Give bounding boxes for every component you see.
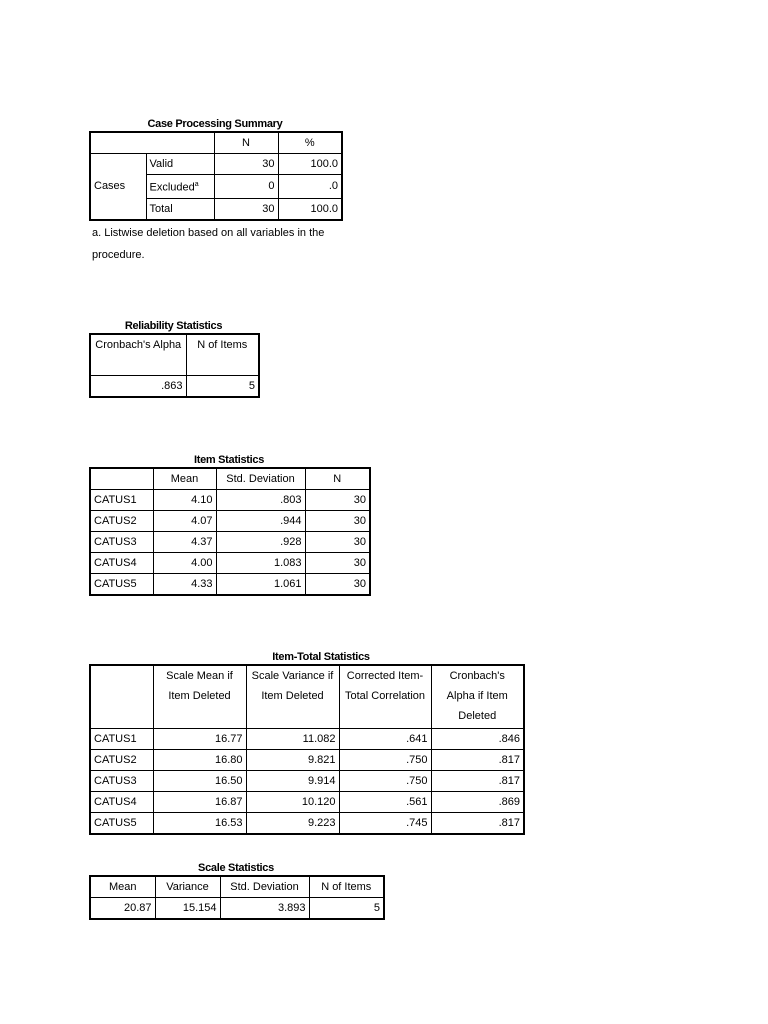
reliability-table (89, 333, 260, 398)
case-processing-footnote: a. Listwise deletion based on all variables in the procedure. (92, 226, 325, 261)
header-corrected-item-total: Corrected Item-Total Correlation (339, 665, 431, 729)
group-label-cases: Cases (90, 175, 146, 199)
table-row: CATUS2 16.80 9.821 .750 .817 (90, 750, 524, 771)
scale-statistics-title: Scale Statistics (198, 862, 274, 874)
item-total-table (89, 664, 525, 835)
table-row: CATUS4 4.00 1.083 30 (90, 553, 370, 574)
header-std-deviation: Std. Deviation (220, 876, 309, 898)
cell-total-n: 30 (214, 198, 278, 220)
cell-excluded-n: 0 (214, 175, 278, 199)
reliability-statistics (89, 319, 258, 398)
cell-alpha: .863 (90, 376, 186, 398)
scale-statistics (89, 861, 383, 920)
row-label-valid: Valid (146, 154, 214, 175)
item-statistics-table (89, 467, 371, 596)
header-n-of-items: N of Items (186, 334, 259, 376)
header-scale-mean-if-deleted: Scale Mean if Item Deleted (153, 665, 246, 729)
item-total-title: Item-Total Statistics (272, 651, 370, 663)
case-processing-table (89, 131, 343, 221)
header-n-of-items: N of Items (309, 876, 384, 898)
table-row: CATUS5 4.33 1.061 30 (90, 574, 370, 596)
item-statistics (89, 453, 369, 596)
cell-valid-n: 30 (214, 154, 278, 175)
header-alpha-if-deleted: Cronbach's Alpha if Item Deleted (431, 665, 524, 729)
header-mean: Mean (153, 468, 216, 490)
header-variance: Variance (155, 876, 220, 898)
header-pct: % (278, 132, 342, 154)
footnote-marker: a (194, 181, 199, 188)
header-cronbach-alpha: Cronbach's Alpha (90, 334, 186, 376)
table-row: CATUS5 16.53 9.223 .745 .817 (90, 813, 524, 835)
scale-statistics-table (89, 875, 385, 920)
table-row: CATUS1 4.10 .803 30 (90, 490, 370, 511)
header-n: N (214, 132, 278, 154)
header-mean: Mean (90, 876, 155, 898)
table-row: CATUS1 16.77 11.082 .641 .846 (90, 729, 524, 750)
header-std-deviation: Std. Deviation (216, 468, 305, 490)
cell-total-pct: 100.0 (278, 198, 342, 220)
cell-valid-pct: 100.0 (278, 154, 342, 175)
table-row: CATUS3 4.37 .928 30 (90, 532, 370, 553)
cell-n-items: 5 (186, 376, 259, 398)
case-processing-summary (89, 117, 341, 266)
table-row: 20.87 15.154 3.893 5 (90, 898, 384, 920)
row-label-total: Total (146, 198, 214, 220)
header-scale-variance-if-deleted: Scale Variance if Item Deleted (246, 665, 339, 729)
table-row: CATUS2 4.07 .944 30 (90, 511, 370, 532)
item-statistics-title: Item Statistics (193, 454, 265, 466)
header-n: N (305, 468, 370, 490)
cell-excluded-pct: .0 (278, 175, 342, 199)
table-row: CATUS4 16.87 10.120 .561 .869 (90, 792, 524, 813)
item-total-statistics (89, 650, 523, 835)
row-label-excluded: Excluded$^a$ (146, 175, 214, 199)
reliability-title: Reliability Statistics (124, 320, 223, 332)
table-row: CATUS3 16.50 9.914 .750 .817 (90, 771, 524, 792)
case-processing-title: Case Processing Summary (147, 118, 283, 130)
